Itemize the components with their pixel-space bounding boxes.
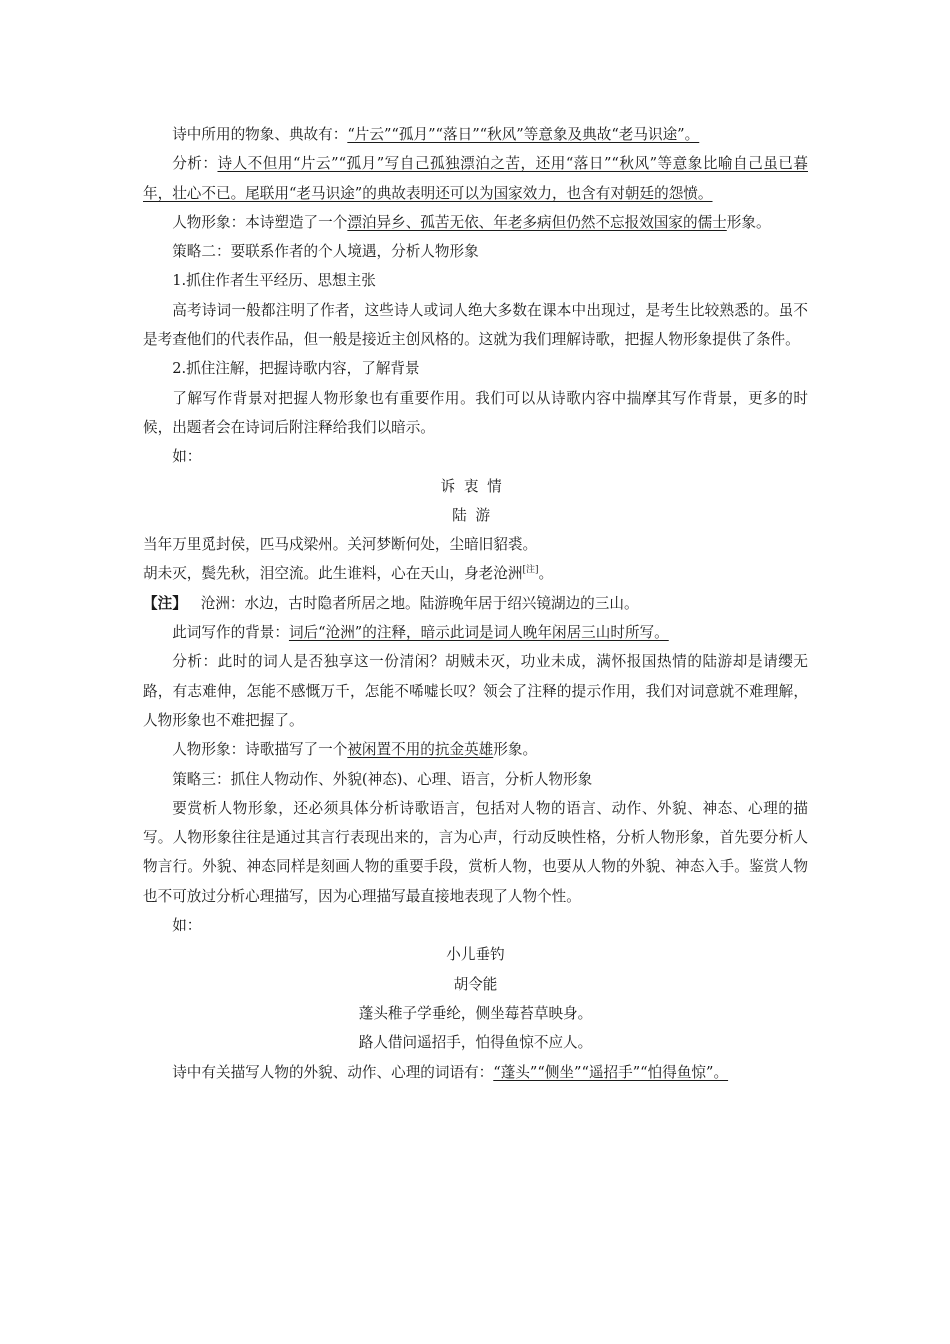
strategy-three-heading: 策略三：抓住人物动作、外貌(神态)、心理、语言，分析人物形象 <box>172 770 593 788</box>
poem-line: 路人借问遥招手，怕得鱼惊不应人。 <box>358 1034 593 1052</box>
answer-underlined: 漂泊异乡、孤苦无依、年老多病但仍然不忘报效国家的儒士 <box>347 213 727 231</box>
poem-author: 陆游 <box>452 506 499 524</box>
answer-underlined: “蓬头”“侧坐”“遥招手”“怕得鱼惊”。 <box>493 1063 729 1081</box>
answer-underlined: 诗人不但用“片云”“孤月”写自己孤独漂泊之苦，还用“落日”“秋风”等意象比喻自己虽已暮年，壮心不已。尾联用“老马识途”的典故表明还可以为国家效力，也含有对朝廷的怨愤。 <box>143 155 808 202</box>
poem-line: 当年万里觅封侯，匹马戍梁州。关河梦断何处，尘暗旧貂裘。 <box>143 536 538 554</box>
poem-title: 小儿垂钓 <box>446 946 505 964</box>
poem-line: 蓬头稚子学垂纶，侧坐莓苔草映身。 <box>358 1004 593 1022</box>
paragraph-imagery: 诗中所用的物象、典故有：“片云”“孤月”“落日”“秋风”等意象及典故“老马识途”。 <box>172 126 700 143</box>
paragraph-character-2: 人物形象：诗歌描写了一个被闲置不用的抗金英雄形象。 <box>172 741 538 759</box>
note-marker: [注] <box>522 565 539 576</box>
paragraph-descriptive-words: 诗中有关描写人物的外貌、动作、心理的词语有：“蓬头”“侧坐”“遥招手”“怕得鱼惊”。 <box>172 1063 729 1081</box>
paragraph-background: 了解写作背景对把握人物形象也有重要作用。我们可以从诗歌内容中揣摩其写作背景，更多的时候，出题者会在诗词后附注释给我们以暗示。 <box>143 389 808 436</box>
subpoint-1: 1.抓住作者生平经历、思想主张 <box>172 272 376 290</box>
paragraph-appreciation: 要赏析人物形象，还必须具体分析诗歌语言，包括对人物的语言、动作、外貌、神态、心理的描写。人物形象往往是通过其言行表现出来的，言为心声，行动反映性格，分析人物形象，首先要分析人物言行。外貌、神态同样是刻画人物的重要手段，赏析人物，也要从人物的外貌、神态入手。鉴赏人物也不可放过分析心理描写，因为心理描写最直接地表现了人物个性。 <box>143 799 808 905</box>
example-label: 如： <box>172 917 202 935</box>
strategy-two-heading: 策略二：要联系作者的个人境遇，分析人物形象 <box>172 243 479 261</box>
answer-underlined: 词后“沧洲”的注释，暗示此词是词人晚年闲居三山时所写。 <box>288 624 669 642</box>
paragraph-analysis-2: 分析：此时的词人是否独享这一份清闲？胡贼未灭，功业未成，满怀报国热情的陆游却是请缨无路，有志难伸，怎能不感慨万千，怎能不唏嘘长叹？领会了注释的提示作用，我们对词意就不难理解，人物形象也不难把握了。 <box>143 653 808 729</box>
paragraph-character-1: 人物形象：本诗塑造了一个漂泊异乡、孤苦无依、年老多病但仍然不忘报效国家的儒士形象。 <box>172 213 771 231</box>
poem-line: 胡未灭，鬓先秋，泪空流。此生谁料，心在天山，身老沧洲[注]。 <box>143 565 554 583</box>
paragraph-author-intro: 高考诗词一般都注明了作者，这些诗人或词人绝大多数在课本中出现过，是考生比较熟悉的。虽不是考查他们的代表作品，但一般是接近主创风格的。这就为我们理解诗歌，把握人物形象提供了条件。 <box>143 301 808 349</box>
poem-note: 【注】 沧洲：水边，古时隐者所居之地。陆游晚年居于绍兴镜湖边的三山。 <box>143 594 639 612</box>
answer-underlined: “片云”“孤月”“落日”“秋风”等意象及典故“老马识途”。 <box>347 126 700 143</box>
example-label: 如： <box>172 448 202 466</box>
paragraph-analysis-1: 分析：诗人不但用“片云”“孤月”写自己孤独漂泊之苦，还用“落日”“秋风”等意象比喻自己虽已暮年，壮心不已。尾联用“老马识途”的典故表明还可以为国家效力，也含有对朝廷的怨愤。 <box>143 155 808 202</box>
note-tag: 【注】 <box>143 594 187 612</box>
poem-author: 胡令能 <box>453 975 498 993</box>
answer-underlined: 被闲置不用的抗金英雄 <box>347 741 494 759</box>
subpoint-2: 2.抓住注解，把握诗歌内容，了解背景 <box>172 360 420 378</box>
document-body <box>143 120 808 1087</box>
poem-title: 诉衷情 <box>440 477 511 495</box>
paragraph-writing-background: 此词写作的背景：词后“沧洲”的注释，暗示此词是词人晚年闲居三山时所写。 <box>172 624 669 642</box>
